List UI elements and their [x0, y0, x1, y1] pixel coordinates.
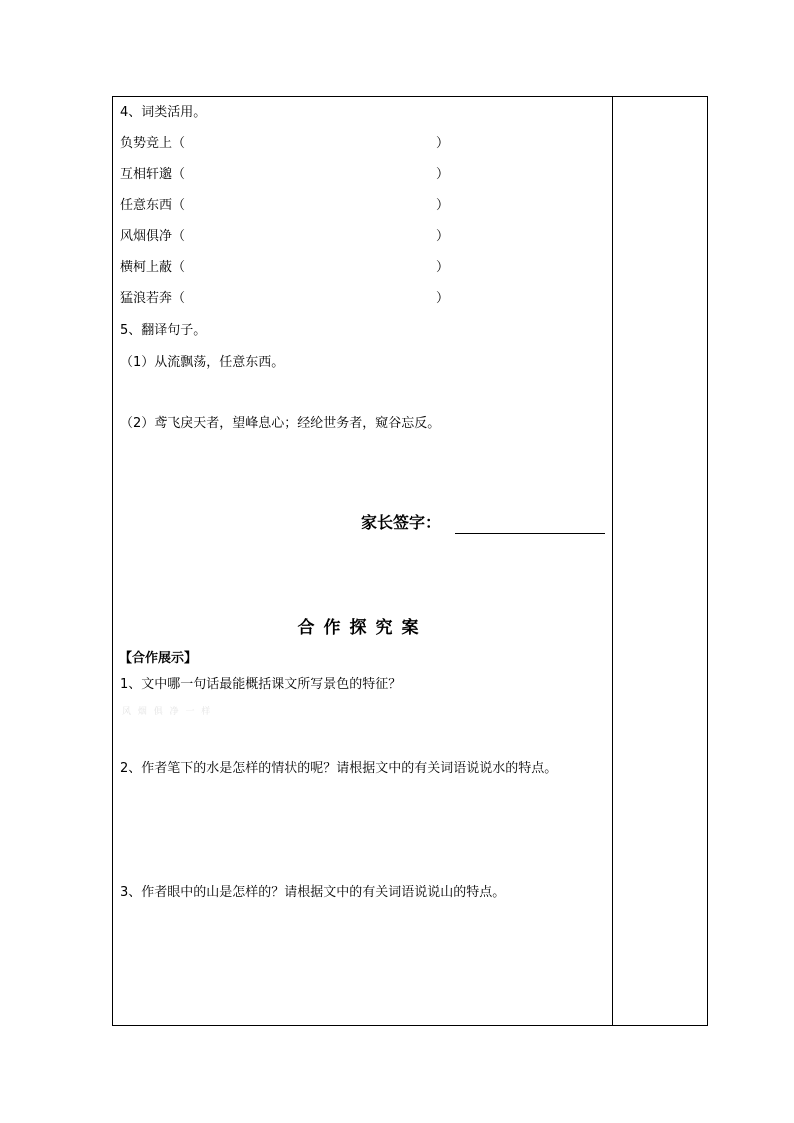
- column-divider: [612, 97, 613, 1025]
- word-item-close: ）: [436, 198, 450, 213]
- cooperation-question-1: 1、文中哪一句话最能概括课文所写景色的特征？: [120, 677, 402, 692]
- word-item-close: ）: [436, 229, 450, 244]
- word-item: [120, 198, 450, 214]
- word-item-close: ）: [436, 167, 450, 182]
- cooperation-question-3: 3、作者眼中的山是怎样的？请根据文中的有关词语说说山的特点。: [120, 885, 506, 900]
- word-item: [120, 136, 450, 152]
- section4-heading: 4、词类活用。: [120, 105, 207, 120]
- word-item-text: 互相轩邈（: [120, 167, 186, 182]
- translation-question-2: （2）鸢飞戾天者，望峰息心；经纶世务者，窥谷忘反。: [120, 416, 441, 431]
- word-item: [120, 260, 450, 276]
- word-item-text: 负势竞上（: [120, 136, 186, 151]
- translation-question-1: （1）从流飘荡，任意东西。: [120, 355, 285, 370]
- word-item-text: 猛浪若奔（: [120, 291, 186, 306]
- word-item-text: 横柯上蔽（: [120, 260, 186, 275]
- word-item: [120, 291, 450, 307]
- worksheet-table: [112, 96, 708, 1026]
- cooperation-question-2: 2、作者笔下的水是怎样的情状的呢？请根据文中的有关词语说说水的特点。: [120, 761, 558, 776]
- parent-signature-label: 家长签字：: [361, 513, 442, 532]
- parent-signature-line[interactable]: [455, 533, 605, 534]
- section5-heading: 5、翻译句子。: [120, 323, 207, 338]
- faint-watermark-text: 风 烟 俱 净 一 样: [122, 707, 213, 717]
- word-item-close: ）: [436, 291, 450, 306]
- word-item-text: 风烟俱净（: [120, 229, 186, 244]
- word-item-close: ）: [436, 260, 450, 275]
- word-item: [120, 167, 450, 183]
- word-item-close: ）: [436, 136, 450, 151]
- cooperation-title: 合作探究案: [297, 618, 428, 638]
- word-item: [120, 229, 450, 245]
- word-item-text: 任意东西（: [120, 198, 186, 213]
- cooperation-section-heading: 【合作展示】: [119, 651, 198, 666]
